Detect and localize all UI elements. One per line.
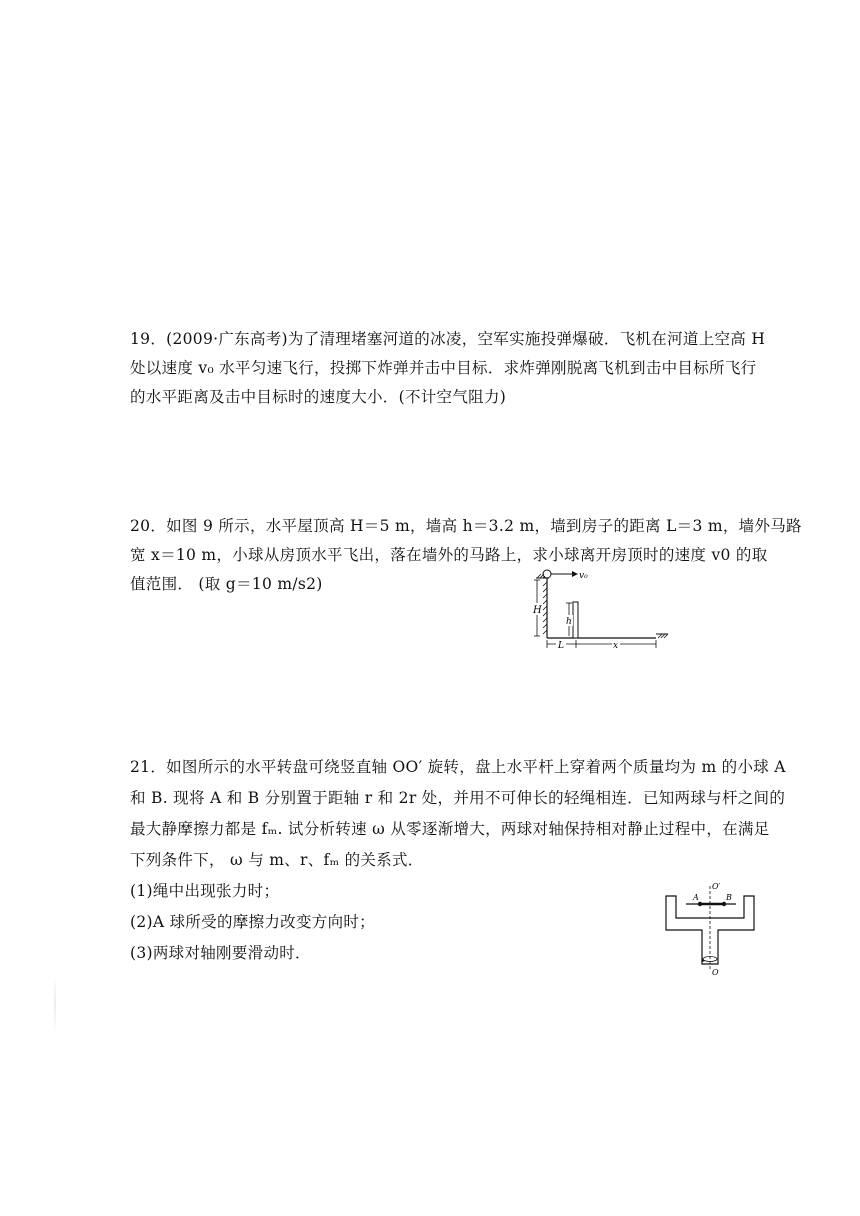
x-label: x — [613, 641, 619, 651]
roof-wall-road-diagram — [528, 568, 674, 658]
v0-label: v₀ — [579, 571, 588, 581]
H-label: H — [533, 605, 542, 616]
question-21-line: (3)两球对轴刚要滑动时． — [130, 944, 311, 962]
question-20-line: 20．如图 9 所示，水平屋顶高 H＝5 m，墙高 h＝3.2 m，墙到房子的距离 L＝3 m，墙外马路 — [130, 517, 802, 535]
question-21-line: 最大静摩擦力都是 fₘ. 试分析转速 ω 从零逐渐增大，两球对轴保持相对静止过程中，在满足 — [130, 820, 770, 838]
question-21-line: (2)A 球所受的摩擦力改变方向时； — [130, 913, 375, 931]
road-end-hatch — [658, 634, 668, 638]
question-19-line: 19．(2009·广东高考)为了清理堵塞河道的冰凌，空军实施投弹爆破．飞机在河道上空高 H — [130, 330, 766, 348]
question-21-figure — [664, 876, 756, 976]
small-wall — [573, 602, 578, 638]
question-19-line: 处以速度 v₀ 水平匀速飞行，投掷下炸弹并击中目标．求炸弹刚脱离飞机到击中目标所飞行 — [130, 359, 757, 377]
h-label: h — [566, 617, 572, 627]
O-label: O — [712, 968, 719, 976]
B-label: B — [726, 893, 732, 902]
ball-B — [722, 902, 726, 906]
question-21-line: (1)绳中出现张力时； — [130, 882, 280, 900]
question-19-line: 的水平距离及击中目标时的速度大小．(不计空气阻力) — [130, 388, 507, 406]
question-21 — [130, 752, 786, 969]
turntable-diagram — [664, 876, 756, 976]
L-label: L — [558, 641, 564, 651]
question-20-line: 值范围． (取 g＝10 m/s2) — [130, 575, 323, 593]
question-20-figure — [528, 568, 674, 658]
A-label: A — [693, 893, 699, 902]
velocity-arrowhead — [572, 571, 578, 577]
question-21-line: 和 B. 现将 A 和 B 分别置于距轴 r 和 2r 处，并用不可伸长的轻绳相连．已知两球与杆之间的 — [130, 789, 786, 807]
O-prime-label: O′ — [712, 882, 721, 891]
question-21-line: 下列条件下， ω 与 m、r、fₘ 的关系式． — [130, 851, 424, 869]
question-20-line: 宽 x＝10 m，小球从房顶水平飞出，落在墙外的马路上，求小球离开房顶时的速度 v0 的取 — [130, 546, 768, 564]
question-19 — [130, 325, 766, 412]
question-21-line: 21．如图所示的水平转盘可绕竖直轴 OO′ 旋转，盘上水平杆上穿着两个质量均为 m 的小球 A — [130, 758, 786, 776]
scan-edge-mark — [54, 975, 56, 1035]
ball-A — [698, 902, 702, 906]
